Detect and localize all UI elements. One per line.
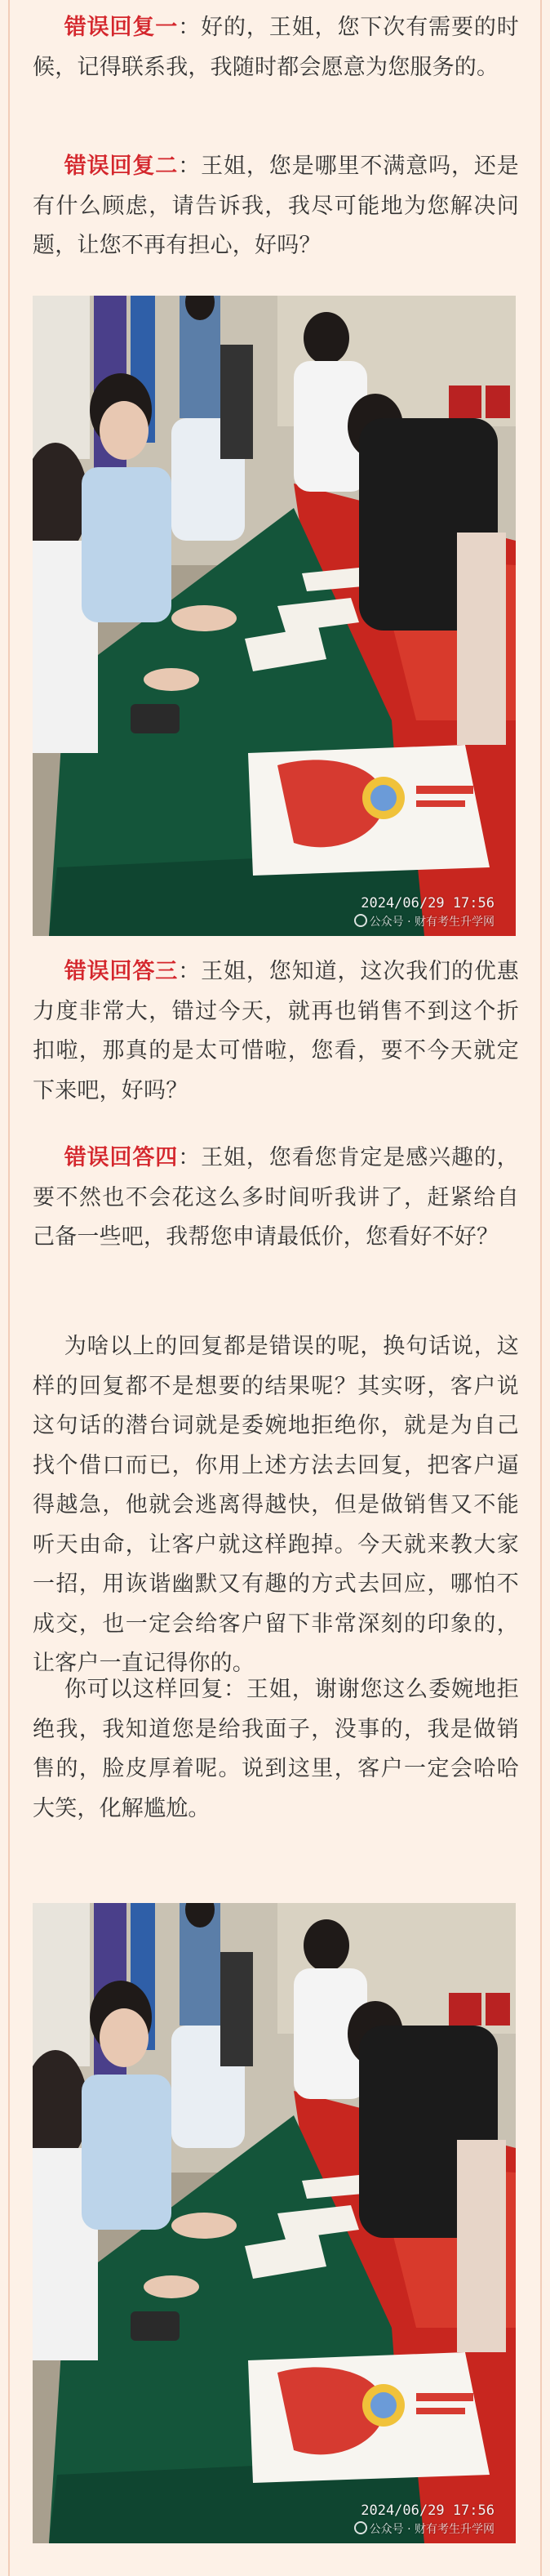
paragraph-suggested-reply [33, 1670, 519, 1829]
event-photo [33, 1903, 516, 2543]
paragraph-body: 你可以这样回复：王姐，谢谢您这么委婉地拒绝我，我知道您是给我面子，没事的，我是做销售的，脸皮厚着呢。说到这里，客户一定会哈哈大笑，化解尴尬。 [33, 1677, 519, 1821]
photo-watermark [354, 2520, 495, 2537]
paragraph-body: ：王姐，您是哪里不满意吗，还是有什么顾虑，请告诉我，我尽可能地为您解决问题，让您不再有担心，好吗？ [33, 154, 520, 258]
paragraph-body: ：好的，王姐，您下次有需要的时候，记得联系我，我随时都会愿意为您服务的。 [33, 15, 520, 80]
paragraph-body: ：王姐，您知道，这次我们的优惠力度非常大，错过今天，就再也销售不到这个折扣啦，那真的是太可惜啦，您看，要不今天就定下来吧，好吗？ [33, 959, 520, 1103]
photo-illustration [33, 1903, 516, 2543]
right-border-line [540, 0, 542, 2576]
left-border-line [8, 0, 10, 2576]
wechat-icon [354, 2521, 367, 2534]
paragraph-lead: 错误回答四 [64, 1145, 179, 1170]
paragraph-body: ：王姐，您看您肯定是感兴趣的，要不然也不会花这么多时间听我讲了，赶紧给自己备一些吧，我帮您申请最低价，您看好不好？ [33, 1145, 520, 1250]
paragraph-wrong-reply-2 [33, 147, 519, 266]
photo-timestamp: 2024/06/29 17:56 [361, 895, 495, 911]
paragraph-lead: 错误回答三 [64, 959, 179, 984]
paragraph-wrong-reply-1 [33, 8, 519, 87]
watermark-text: 公众号 · 财有考生升学网 [369, 916, 495, 929]
photo-illustration [33, 296, 516, 936]
photo-watermark [354, 913, 495, 929]
paragraph-lead: 错误回复二 [64, 154, 179, 179]
paragraph-lead: 错误回复一 [64, 15, 179, 40]
paragraph-body: 为啥以上的回复都是错误的呢，换句话说，这样的回复都不是想要的结果呢？其实呀，客户说这句话的潜台词就是委婉地拒绝你，就是为自己找个借口而已，你用上述方法去回复，把客户逼得越急，他就会逃离得越快，但是做销售又不能听天由命，让客户就这样跑掉。今天就来教大家一招，用诙谐幽默又有趣的方式去回应，哪怕不成交，也一定会给客户留下非常深刻的印象的，让客户一直记得你的。 [33, 1334, 519, 1676]
event-photo [33, 296, 516, 936]
watermark-text: 公众号 · 财有考生升学网 [369, 2523, 495, 2536]
paragraph-explanation [33, 1327, 519, 1684]
paragraph-wrong-answer-4 [33, 1139, 519, 1258]
wechat-icon [354, 914, 367, 927]
paragraph-wrong-answer-3 [33, 952, 519, 1111]
photo-timestamp: 2024/06/29 17:56 [361, 2502, 495, 2519]
